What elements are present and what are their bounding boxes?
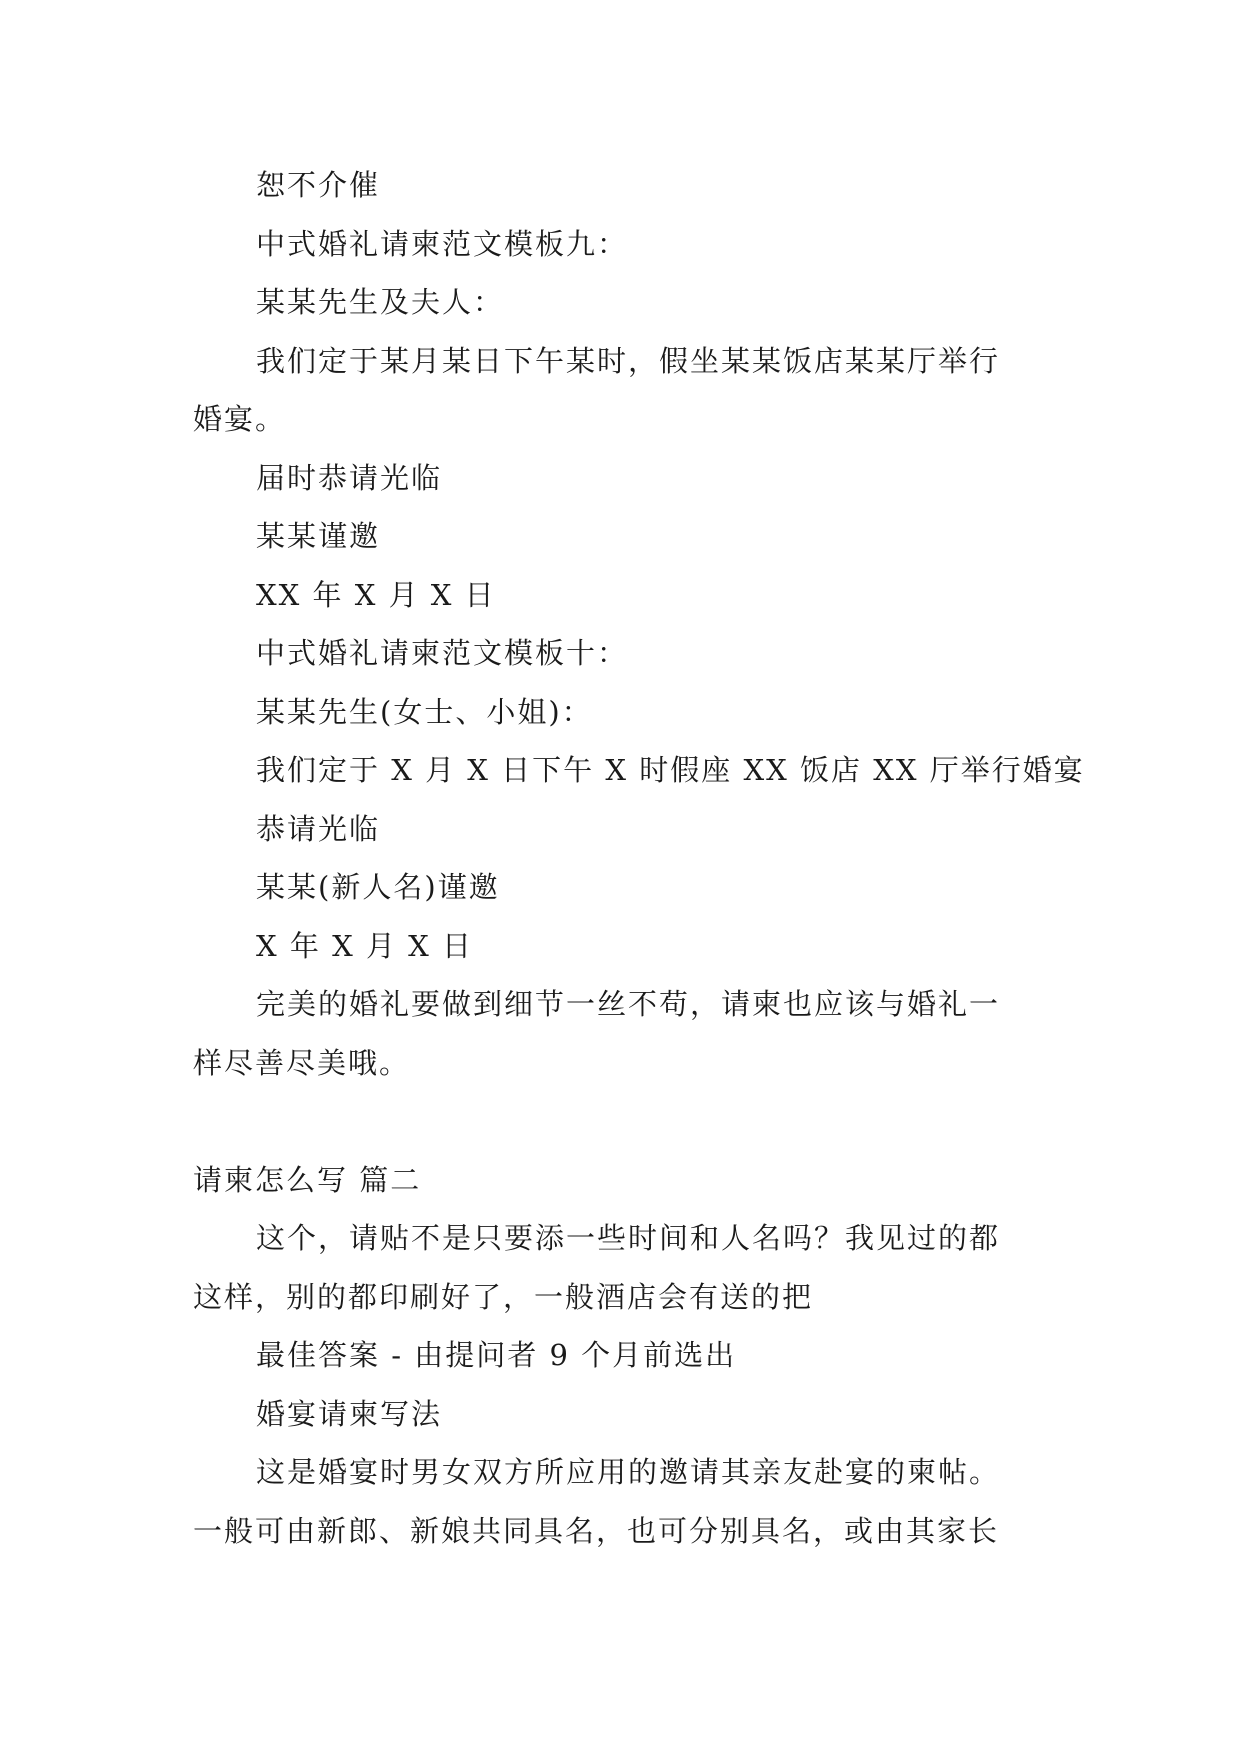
text-line: 最佳答案 - 由提问者 9 个月前选出: [256, 1338, 737, 1372]
text-line: 恕不介催: [256, 168, 381, 202]
text-line: 某某(新人名)谨邀: [256, 870, 500, 904]
spacer: [193, 1092, 1053, 1151]
paragraph-line: 这样，别的都印刷好了，一般酒店会有送的把: [193, 1279, 814, 1314]
section-heading: 中式婚礼请柬范文模板十：: [256, 636, 629, 670]
text-line: 某某谨邀: [256, 519, 381, 553]
date-line: X 年 X 月 X 日: [256, 928, 474, 963]
paragraph-line: 这个，请贴不是只要添一些时间和人名吗？我见过的都: [256, 1221, 1001, 1255]
date-line: XX 年 X 月 X 日: [256, 577, 496, 612]
text-line: 某某先生及夫人：: [256, 285, 505, 319]
paragraph-line: 婚宴。: [193, 402, 287, 436]
article-heading: 请柬怎么写 篇二: [193, 1162, 422, 1197]
text-line: 某某先生(女士、小姐)：: [256, 694, 593, 729]
paragraph-line: 一般可由新郎、新娘共同具名，也可分别具名，或由其家长: [193, 1513, 1000, 1548]
paragraph-line: 这是婚宴时男女双方所应用的邀请其亲友赴宴的柬帖。: [256, 1455, 1001, 1489]
text-line: 届时恭请光临: [256, 460, 443, 495]
document-body: [193, 156, 1085, 1560]
text-line: 恭请光临: [256, 811, 381, 846]
paragraph-line: 样尽善尽美哦。: [193, 1045, 411, 1080]
paragraph-line: 我们定于某月某日下午某时，假坐某某饭店某某厅举行: [256, 343, 1001, 378]
section-heading: 中式婚礼请柬范文模板九：: [256, 226, 629, 261]
paragraph-line: 完美的婚礼要做到细节一丝不苟，请柬也应该与婚礼一: [256, 987, 1001, 1021]
section-heading: 婚宴请柬写法: [256, 1396, 443, 1431]
paragraph-line: 我们定于 X 月 X 日下午 X 时假座 XX 饭店 XX 厅举行婚宴: [256, 753, 1085, 787]
